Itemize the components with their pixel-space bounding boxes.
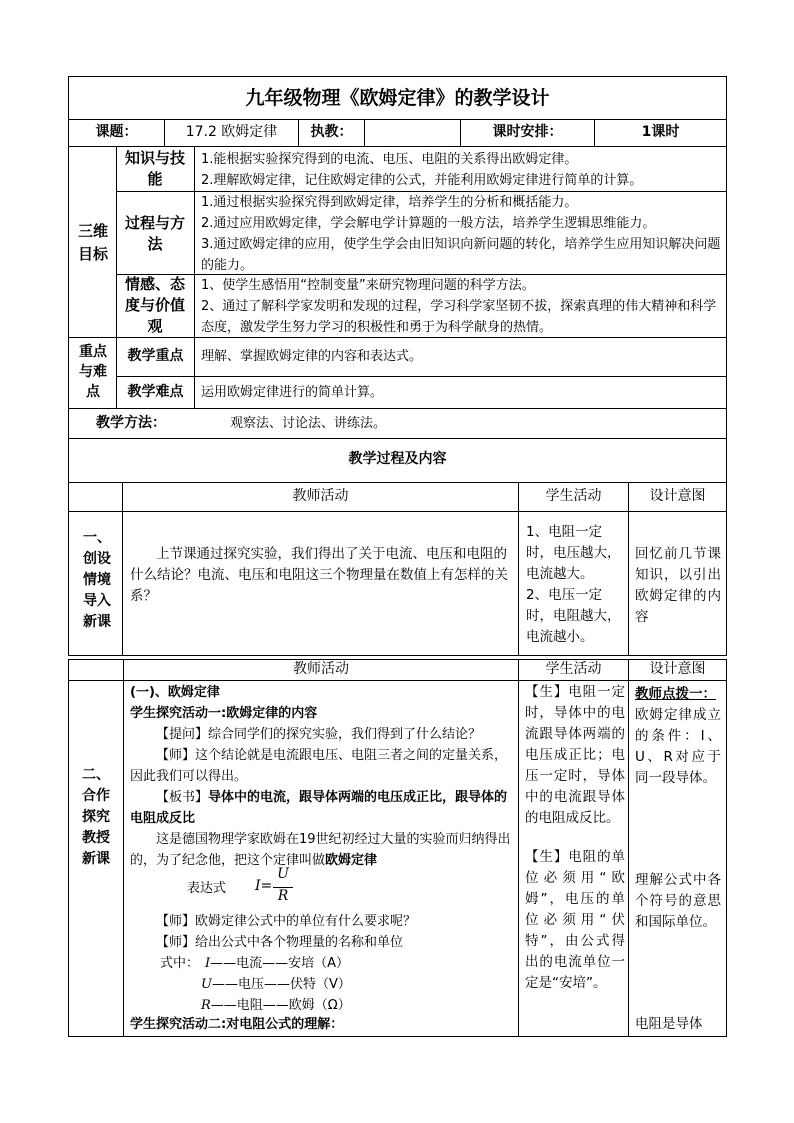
section1-intent: 回忆前几节课知识，以引出欧姆定律的内容 <box>635 546 721 625</box>
s2-intent-title: 教师点拨一： <box>635 686 716 702</box>
s2-teacher-2 <box>156 911 416 932</box>
knowledge-line-1: 1.能根据实验探究得到的电流、电压、电阻的关系得出欧姆定律。 <box>201 152 578 167</box>
method-value: 观察法、讨论法、讲练法。 <box>230 416 387 431</box>
unit-row-voltage <box>201 974 351 995</box>
unit-row-resistance <box>201 995 351 1016</box>
section2-label: 二、合作探究教授新课 <box>82 767 110 867</box>
teacher-tag: 【师】 <box>156 914 196 929</box>
expression-label: 表达式 <box>187 881 227 896</box>
col-student-2: 学生活动 <box>545 661 602 677</box>
knowledge-label: 知识与技能 <box>124 149 185 188</box>
hard-value: 运用欧姆定律进行的简单计算。 <box>201 385 384 400</box>
formula-lhs: I= <box>255 878 273 894</box>
teacher-label: 执教： <box>310 124 353 140</box>
process-title: 教学过程及内容 <box>348 451 447 467</box>
emotion-label: 情感、态度与价值观 <box>124 275 185 335</box>
board-text: 导体中的电流，跟导体两端的电压成正比，跟导体的电阻成反比 <box>130 790 508 826</box>
ohm-formula <box>255 866 325 910</box>
col-teacher-2: 教师活动 <box>293 661 349 677</box>
lesson-label: 课题： <box>95 124 138 140</box>
student-text: 电阻一定时，导体中的电流跟导体两端的电压成正比；电压一定时，导体中的电流跟导体的电阻成反比。 <box>525 684 625 826</box>
hard-label: 教学难点 <box>127 384 184 400</box>
goals-label: 三维目标 <box>77 222 108 263</box>
formula-denominator: R <box>277 888 289 904</box>
teacher-text: 欧姆定律公式中的单位有什么要求呢？ <box>195 914 417 929</box>
s2-history <box>130 829 514 871</box>
unit-symbol: U <box>201 977 212 992</box>
emotion-line-2: 2、通过了解科学家发明和发现的过程，学习科学家坚韧不拔，探索真理的伟大精神和科学态度，激发学生努力学习的积极性和勇于为科学献身的热情。 <box>201 299 717 335</box>
unit-symbol: R <box>201 998 211 1013</box>
col-teacher: 教师活动 <box>292 488 349 504</box>
s2-activity1: 学生探究活动一:欧姆定律的内容 <box>130 706 318 721</box>
unit-intro: 式中： <box>160 956 200 971</box>
question-tag: 【提问】 <box>156 727 209 742</box>
teacher-text: 这个结论就是电流跟电压、电阻三者之间的定量关系，因此我们可以得出。 <box>130 748 508 784</box>
unit-symbol: I <box>205 956 211 971</box>
process-line-3: 3.通过欧姆定律的应用，使学生学会由旧知识向新问题的转化，培养学生应用知识解决问题的能力。 <box>201 237 721 273</box>
teacher-text: 给出公式中各个物理量的名称和单位 <box>195 935 404 950</box>
process-label: 过程与方法 <box>124 214 185 253</box>
question-text: 综合同学们的探究实验，我们得到了什么结论？ <box>208 727 482 742</box>
student-text: 电阻的单位必须用“欧姆”，电压的单位必须用“伏特”，由公式得出的电流单位一定是“安培”。 <box>525 849 625 991</box>
section1-label: 一、创设情境导入新课 <box>83 530 111 630</box>
key-value: 理解、掌握欧姆定律的内容和表达式。 <box>201 349 423 364</box>
teacher-tag: 【师】 <box>156 748 196 763</box>
s2-student-2 <box>525 847 625 994</box>
board-tag: 【板书】 <box>156 790 209 805</box>
lesson-value: 17.2 欧姆定律 <box>185 124 278 140</box>
s2-teacher-1 <box>130 745 514 787</box>
s2-teacher-3 <box>156 932 403 953</box>
s2-intent-3: 电阻是导体 <box>635 1016 703 1032</box>
unit-text: ——电压——伏特（V） <box>211 977 351 992</box>
s2-student-1 <box>525 682 625 829</box>
process-line-1: 1.通过根据实验探究得到欧姆定律，培养学生的分析和概括能力。 <box>201 195 578 210</box>
unit-text: ——电流——安培（A） <box>210 956 350 971</box>
s2-activity2: 学生探究活动二:对电阻公式的理解： <box>130 1017 344 1032</box>
process-line-2: 2.通过应用欧姆定律，学会解电学计算题的一般方法，培养学生逻辑思维能力。 <box>201 216 656 231</box>
formula-numerator: U <box>277 866 289 882</box>
knowledge-line-2: 2.理解欧姆定律，记住欧姆定律的公式，并能利用欧姆定律进行简单的计算。 <box>201 173 643 188</box>
section1-student-1: 1、电阻一定时，电压越大，电流越大。 <box>526 524 621 582</box>
s2-intent-1: 欧姆定律成立的条件：I、U、R对应于同一段导体。 <box>635 707 721 786</box>
method-label: 教学方法： <box>96 415 166 431</box>
history-bold: 欧姆定律 <box>325 853 378 868</box>
s2-board <box>130 787 516 829</box>
student-tag: 【生】 <box>525 684 569 700</box>
emotion-line-1: 1、使学生感悟用“控制变量”来研究物理问题的科学方法。 <box>201 278 535 293</box>
section1-student-2: 2、电压一定时，电阻越大，电流越小。 <box>526 587 621 645</box>
teacher-tag: 【师】 <box>156 935 196 950</box>
s2-question-1 <box>156 724 481 745</box>
focus-label: 重点与难点 <box>79 344 107 400</box>
page-title: 九年级物理《欧姆定律》的教学设计 <box>245 87 550 109</box>
col-intent: 设计意图 <box>649 488 706 504</box>
student-tag: 【生】 <box>525 849 569 865</box>
col-student: 学生活动 <box>545 488 602 504</box>
unit-text: ——电阻——欧姆（Ω） <box>210 998 351 1013</box>
time-label: 课时安排： <box>492 124 563 140</box>
time-value: 1课时 <box>641 124 680 140</box>
s2-intent-2: 理解公式中各个符号的意思和国际单位。 <box>635 872 721 930</box>
history-text: 这是德国物理学家欧姆在19世纪初经过大量的实验而归纳得出的，为了纪念他，把这个定律叫做 <box>130 832 511 868</box>
unit-row-current <box>205 953 349 974</box>
col-intent-2: 设计意图 <box>649 661 706 677</box>
section1-teacher: 上节课通过探究实验，我们得出了关于电流、电压和电阻的什么结论？电流、电压和电阻这三个物理量在数值上有怎样的关系？ <box>130 546 508 604</box>
s2-heading: (一)、欧姆定律 <box>130 685 220 700</box>
key-label: 教学重点 <box>127 348 184 364</box>
